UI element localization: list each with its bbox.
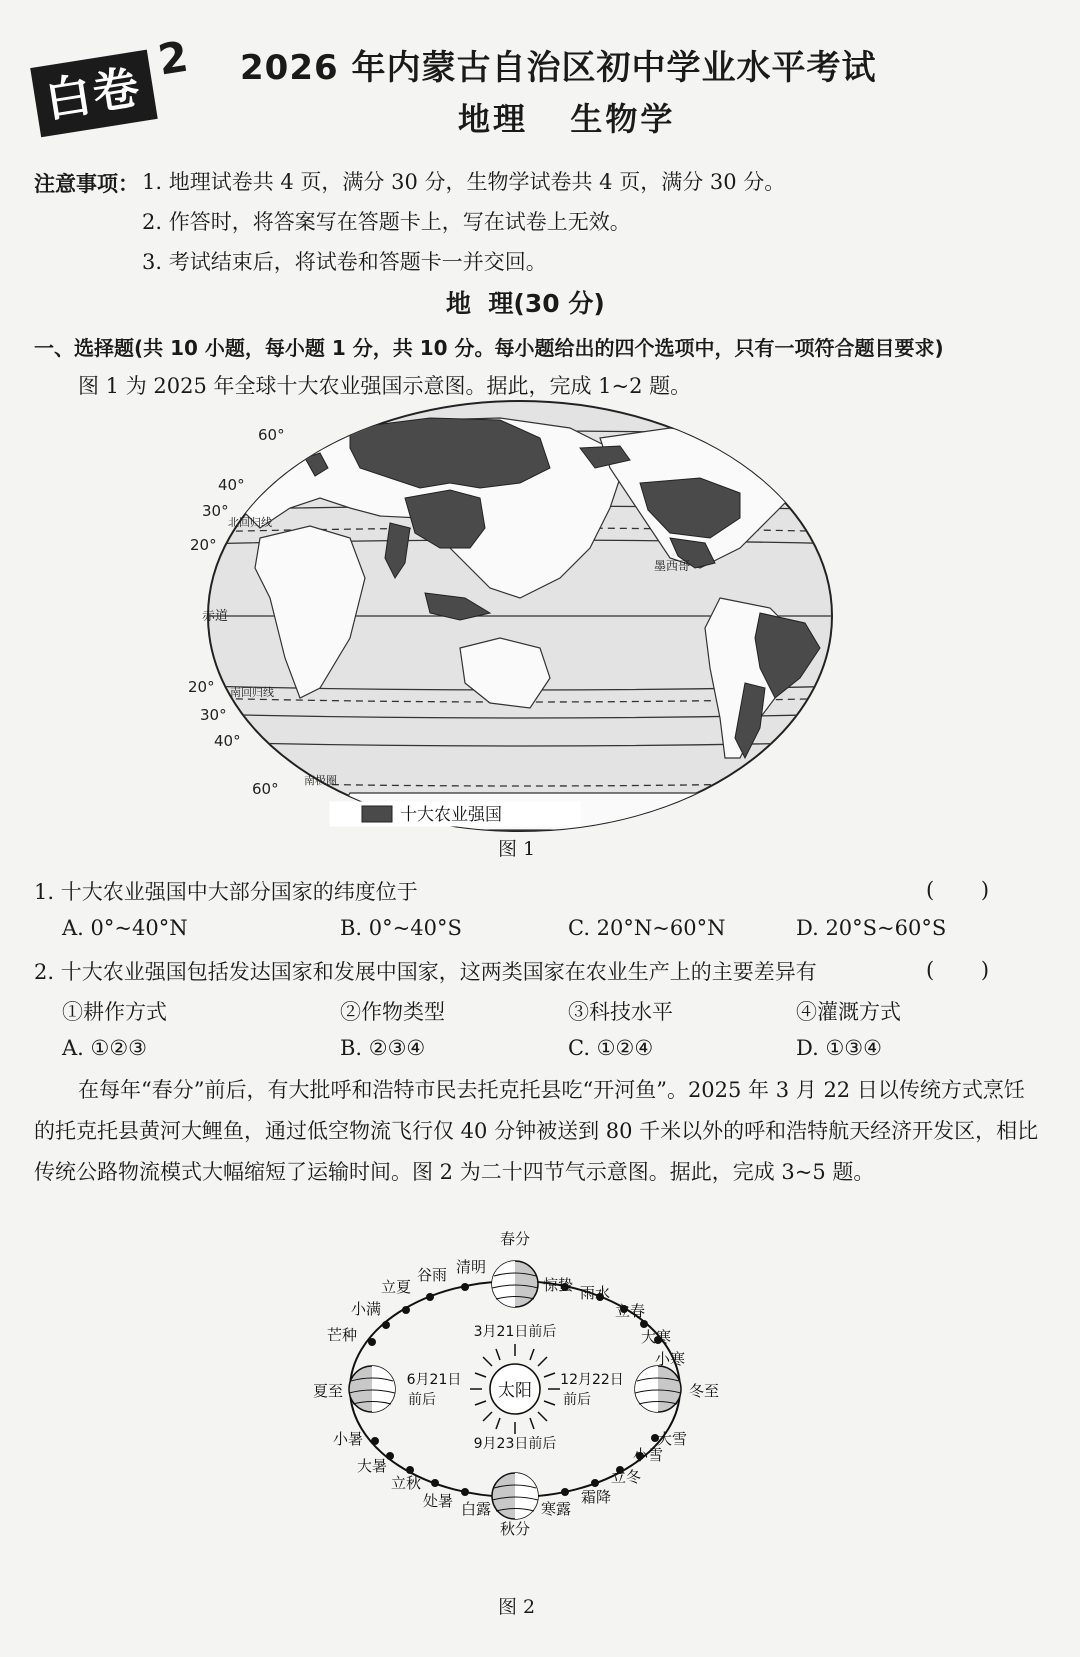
term-label: 立秋 xyxy=(390,1474,422,1492)
choice: ④灌溉方式 xyxy=(796,1000,901,1024)
question-1-stem: 1. 十大农业强国中大部分国家的纬度位于 xyxy=(34,880,418,904)
term-label: 寒露 xyxy=(540,1500,572,1518)
note-item: 2. 作答时，将答案写在答题卡上，写在试卷上无效。 xyxy=(142,210,631,234)
line-label: 南极圈 xyxy=(304,774,337,787)
choice: ②作物类型 xyxy=(340,1000,445,1024)
term-label: 白露 xyxy=(460,1500,492,1518)
question-2-stem: 2. 十大农业强国包括发达国家和发展中国家，这两类国家在农业生产上的主要差异有 xyxy=(34,960,817,984)
part-title: 一、选择题(共 10 小题，每小题 1 分，共 10 分。每小题给出的四个选项中，只有一项符合题目要求) xyxy=(34,336,944,360)
term-label: 芒种 xyxy=(326,1326,358,1344)
legend-swatch xyxy=(362,806,392,822)
notes-label: 注意事项： xyxy=(34,172,139,196)
date-label: 前后 xyxy=(563,1392,591,1408)
term-label: 谷雨 xyxy=(416,1266,448,1284)
choice: ③科技水平 xyxy=(568,1000,673,1024)
world-map-figure xyxy=(188,398,850,830)
option: B. ②③④ xyxy=(340,1036,426,1060)
line-label: 南回归线 xyxy=(230,686,274,699)
term-label: 大暑 xyxy=(356,1457,388,1475)
passage-paragraph: 在每年“春分”前后，有大批呼和浩特市民去托克托县吃“开河鱼”。2025 年 3 月 22 日以传统方式烹饪的托克托县黄河大鲤鱼，通过低空物流飞行仅 40 分钟被送到 80 千米以外的呼和浩特航天经济开发区，相比传统公路物流模式大幅缩短了运输时间。图 2 为二十四节气示意图。据此，完成 3~5 题。 xyxy=(34,1078,1039,1184)
term-label: 春分 xyxy=(499,1230,531,1248)
term-label: 霜降 xyxy=(580,1488,612,1506)
term-label: 小雪 xyxy=(632,1446,664,1464)
line-label: 北回归线 xyxy=(228,516,272,529)
term-label: 清明 xyxy=(455,1258,487,1276)
term-label: 大寒 xyxy=(640,1328,672,1346)
lat-label: 40° xyxy=(218,476,245,494)
date-label: 9月23日前后 xyxy=(473,1436,557,1452)
choice: ①耕作方式 xyxy=(62,1000,167,1024)
lat-label: 40° xyxy=(214,732,241,750)
term-label: 秋分 xyxy=(499,1520,531,1538)
term-label: 处暑 xyxy=(422,1492,454,1510)
figure1-caption: 图 1 xyxy=(498,838,536,860)
term-label: 立夏 xyxy=(380,1278,412,1296)
term-label: 小暑 xyxy=(332,1430,364,1448)
date-label: 3月21日前后 xyxy=(473,1324,557,1340)
earth-winter xyxy=(635,1366,681,1412)
lat-label: 60° xyxy=(258,426,285,444)
term-label: 立冬 xyxy=(610,1468,642,1486)
term-label: 小寒 xyxy=(654,1350,686,1368)
term-label: 冬至 xyxy=(688,1382,720,1400)
figure1-intro: 图 1 为 2025 年全球十大农业强国示意图。据此，完成 1~2 题。 xyxy=(78,374,692,398)
lat-label: 赤道 xyxy=(202,609,229,624)
section-title: 地 理(30 分) xyxy=(446,289,605,318)
lat-label: 20° xyxy=(190,536,217,554)
badge-number: 2 xyxy=(154,31,192,85)
earth-autumn xyxy=(492,1473,538,1519)
paper-badge xyxy=(27,27,190,145)
legend-label: 十大农业强国 xyxy=(400,805,502,825)
option: D. ①③④ xyxy=(796,1036,882,1060)
answer-bracket: ( ) xyxy=(926,958,990,982)
option: A. ①②③ xyxy=(62,1036,147,1060)
lat-label: 20° xyxy=(188,678,215,696)
term-label: 雨水 xyxy=(579,1284,611,1302)
note-item: 1. 地理试卷共 4 页，满分 30 分，生物学试卷共 4 页，满分 30 分。 xyxy=(142,170,786,194)
option: C. 20°N~60°N xyxy=(568,916,726,940)
option: D. 20°S~60°S xyxy=(796,916,947,940)
solar-terms-figure xyxy=(300,1226,740,1556)
note-item: 3. 考试结束后，将试卷和答题卡一并交回。 xyxy=(142,250,547,274)
term-label: 立春 xyxy=(614,1302,646,1320)
exam-subtitle: 地理 生物学 xyxy=(458,100,676,138)
earth-summer xyxy=(349,1366,395,1412)
term-label: 惊蛰 xyxy=(542,1276,574,1294)
date-label: 前后 xyxy=(408,1392,436,1408)
date-label: 12月22日 xyxy=(560,1372,624,1388)
term-label: 夏至 xyxy=(312,1382,344,1400)
exam-title: 2026 年内蒙古自治区初中学业水平考试 xyxy=(240,48,877,88)
badge-label: 白卷 xyxy=(30,50,157,138)
sun-label: 太阳 xyxy=(498,1381,532,1401)
answer-bracket: ( ) xyxy=(926,878,990,902)
option: C. ①②④ xyxy=(568,1036,654,1060)
option: A. 0°~40°N xyxy=(62,916,188,940)
term-label: 大雪 xyxy=(656,1430,688,1448)
lat-label: 30° xyxy=(202,502,229,520)
earth-spring xyxy=(492,1261,538,1307)
lat-label: 30° xyxy=(200,706,227,724)
term-label: 小满 xyxy=(350,1300,382,1318)
lat-label: 60° xyxy=(252,780,279,798)
date-label: 6月21日 xyxy=(406,1372,462,1388)
country-label: 墨西哥 xyxy=(654,559,691,573)
figure2-caption: 图 2 xyxy=(498,1596,536,1618)
option: B. 0°~40°S xyxy=(340,916,462,940)
